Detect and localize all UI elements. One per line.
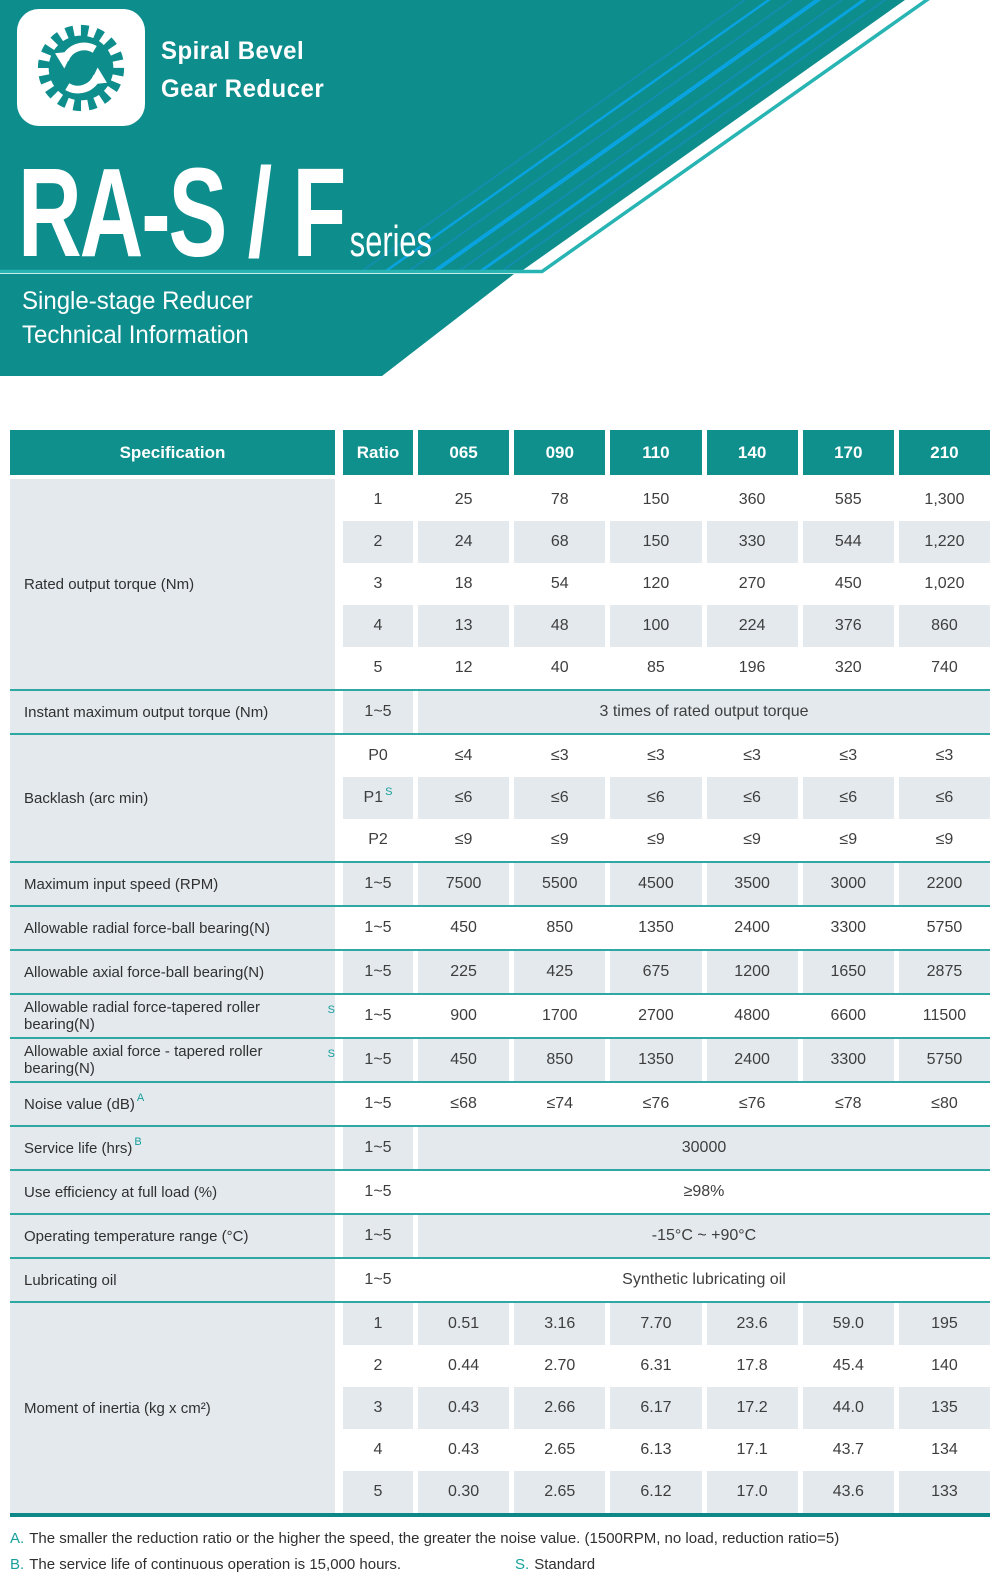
value-cell: ≤9 xyxy=(743,831,761,848)
value-cell: 900 xyxy=(450,1007,477,1024)
ratio-text: 2 xyxy=(373,533,383,550)
column-header-170: 170 xyxy=(803,430,894,475)
value-cell: 360 xyxy=(738,491,766,508)
ratio-cell xyxy=(343,1039,413,1081)
value-cell: 0.51 xyxy=(418,1303,509,1345)
value-cell: 17.8 xyxy=(736,1357,768,1374)
value-cell: 196 xyxy=(738,659,766,676)
ratio-text: 1~5 xyxy=(364,1007,392,1024)
value-cell: 450 xyxy=(834,575,862,592)
value-cell: 0.43 xyxy=(448,1441,480,1458)
value-cell: 2.66 xyxy=(514,1387,605,1429)
table-row xyxy=(335,1471,990,1513)
ratio-cell xyxy=(343,521,413,563)
table-row xyxy=(335,777,990,819)
value-cell: ≤3 xyxy=(550,747,569,764)
value-cell: 43.7 xyxy=(832,1441,864,1458)
value-cell: 2.65 xyxy=(544,1441,576,1458)
value-cell: 1200 xyxy=(707,951,798,993)
value-cell: 3000 xyxy=(803,863,894,905)
spec-group-rows xyxy=(335,1171,990,1213)
value-cell: 5500 xyxy=(514,863,605,905)
value-cell: 68 xyxy=(514,521,605,563)
value-cell: 195 xyxy=(899,1303,990,1345)
value-cell: ≤9 xyxy=(839,831,858,848)
spec-group-rows xyxy=(335,1215,990,1257)
value-cell: ≤80 xyxy=(931,1095,958,1112)
subtitle-line1: Single-stage Reducer xyxy=(22,287,253,315)
spec-label xyxy=(10,1039,335,1081)
ratio-text: 2 xyxy=(373,1357,383,1374)
value-cell: 133 xyxy=(899,1471,990,1513)
ratio-text: 1~5 xyxy=(364,1139,392,1156)
spec-label-text: Allowable axial force - tapered roller bearing(N) xyxy=(24,1043,263,1077)
value-cell: 0.30 xyxy=(418,1471,509,1513)
value-cell: ≤9 xyxy=(550,831,569,848)
spec-label xyxy=(10,1171,335,1213)
ratio-cell xyxy=(343,777,413,819)
table-row xyxy=(335,1083,990,1125)
value-cell: ≤3 xyxy=(647,747,665,764)
ratio-text: 1~5 xyxy=(364,875,392,892)
table-row xyxy=(335,735,990,777)
spec-label-text: Operating temperature range (°C) xyxy=(24,1227,249,1245)
value-cell: 13 xyxy=(418,605,509,647)
ratio-text: 3 xyxy=(373,1399,383,1416)
table-row xyxy=(335,819,990,861)
table-row xyxy=(335,1259,990,1301)
value-cell: 134 xyxy=(931,1441,958,1458)
spec-group-rows xyxy=(335,951,990,993)
spec-group-rows xyxy=(335,863,990,905)
span-value-cell: 30000 xyxy=(418,1127,990,1169)
ratio-cell xyxy=(343,605,413,647)
column-header-065: 065 xyxy=(418,430,509,475)
ratio-text: 1~5 xyxy=(364,1095,392,1112)
table-row xyxy=(335,1215,990,1257)
note-s-prefix: S. xyxy=(515,1556,530,1573)
ratio-text: 5 xyxy=(373,1483,383,1500)
ratio-cell xyxy=(343,563,413,605)
spec-label-text: Allowable radial force-tapered roller bearing(N) xyxy=(24,999,260,1033)
value-cell: ≤9 xyxy=(935,831,954,848)
value-cell: 1350 xyxy=(610,1039,701,1081)
note-b-s xyxy=(10,1556,990,1573)
spec-group xyxy=(10,479,990,689)
subtitle-banner xyxy=(22,284,253,352)
ratio-text: 1 xyxy=(373,1315,383,1332)
spec-group-rows xyxy=(335,907,990,949)
table-row xyxy=(335,995,990,1037)
ratio-cell xyxy=(343,1259,413,1301)
value-cell: 40 xyxy=(550,659,569,676)
ratio-cell xyxy=(343,479,413,521)
value-cell: 5750 xyxy=(926,919,963,936)
table-row xyxy=(335,1303,990,1345)
brand-title-line1: Spiral Bevel xyxy=(161,37,305,65)
spec-group-rows xyxy=(335,479,990,689)
value-cell: 45.4 xyxy=(832,1357,864,1374)
spec-group xyxy=(10,1125,990,1169)
value-cell: 1700 xyxy=(541,1007,578,1024)
note-b xyxy=(10,1556,515,1573)
ratio-cell xyxy=(343,1471,413,1513)
series-name: RA-S / F xyxy=(18,142,345,283)
value-cell: 0.44 xyxy=(448,1357,480,1374)
spec-group-rows xyxy=(335,1083,990,1125)
value-cell: ≤6 xyxy=(803,777,894,819)
ratio-cell xyxy=(343,1387,413,1429)
value-cell: 850 xyxy=(546,919,574,936)
value-cell: 330 xyxy=(707,521,798,563)
table-row xyxy=(335,691,990,733)
value-cell: 23.6 xyxy=(707,1303,798,1345)
ratio-cell xyxy=(343,647,413,689)
value-cell: 5750 xyxy=(899,1039,990,1081)
ratio-cell xyxy=(343,735,413,777)
spec-label-text: Allowable radial force-ball bearing(N) xyxy=(24,919,270,937)
value-cell: 4500 xyxy=(610,863,701,905)
spec-label-text: Instant maximum output torque (Nm) xyxy=(24,703,269,721)
value-cell: 585 xyxy=(834,491,862,508)
brand-title xyxy=(161,32,324,108)
value-cell: 2200 xyxy=(899,863,990,905)
value-cell: 100 xyxy=(610,605,701,647)
spec-label xyxy=(10,691,335,733)
value-cell: 850 xyxy=(514,1039,605,1081)
column-header-140: 140 xyxy=(707,430,798,475)
spec-label xyxy=(10,995,335,1037)
value-cell: 3300 xyxy=(803,1039,894,1081)
ratio-cell xyxy=(343,863,413,905)
value-cell: ≤74 xyxy=(546,1095,574,1112)
table-body xyxy=(10,479,990,1517)
spec-group xyxy=(10,861,990,905)
table-row xyxy=(335,951,990,993)
value-cell: 2.70 xyxy=(544,1357,576,1374)
table-row xyxy=(335,863,990,905)
spec-label xyxy=(10,863,335,905)
note-a-prefix: A. xyxy=(10,1530,25,1547)
value-cell: ≤3 xyxy=(743,747,761,764)
spec-label-text: Backlash (arc min) xyxy=(24,789,149,807)
spec-group xyxy=(10,993,990,1037)
ratio-cell xyxy=(343,1127,413,1169)
table-row xyxy=(335,1345,990,1387)
spec-group xyxy=(10,1257,990,1301)
spec-label-text: Moment of inertia (kg x cm²) xyxy=(24,1399,211,1417)
ratio-cell xyxy=(343,1303,413,1345)
series-suffix: series xyxy=(349,217,432,266)
spec-group xyxy=(10,733,990,861)
spec-label-text: Service life (hrs) xyxy=(24,1139,133,1157)
table-row xyxy=(335,563,990,605)
span-value-cell: ≥98% xyxy=(683,1183,725,1200)
value-cell: 740 xyxy=(931,659,958,676)
value-cell: 140 xyxy=(931,1357,958,1374)
gear-sync-icon xyxy=(32,19,130,117)
spec-label-text: Maximum input speed (RPM) xyxy=(24,875,219,893)
value-cell: 3500 xyxy=(707,863,798,905)
value-cell: 11500 xyxy=(922,1007,967,1024)
span-value-cell: 3 times of rated output torque xyxy=(418,691,990,733)
value-cell: 78 xyxy=(550,491,569,508)
spec-group-rows xyxy=(335,691,990,733)
ratio-superscript: S xyxy=(385,786,393,798)
ratio-cell xyxy=(343,1215,413,1257)
value-cell: 450 xyxy=(418,1039,509,1081)
value-cell: ≤6 xyxy=(707,777,798,819)
ratio-cell xyxy=(343,1345,413,1387)
value-cell: 544 xyxy=(803,521,894,563)
value-cell: 1650 xyxy=(803,951,894,993)
value-cell: ≤6 xyxy=(610,777,701,819)
value-cell: 59.0 xyxy=(803,1303,894,1345)
value-cell: 425 xyxy=(514,951,605,993)
value-cell: 450 xyxy=(450,919,477,936)
spec-label-text: Noise value (dB) xyxy=(24,1095,135,1113)
value-cell: 3.16 xyxy=(514,1303,605,1345)
value-cell: ≤76 xyxy=(642,1095,670,1112)
value-cell: 675 xyxy=(610,951,701,993)
spec-label xyxy=(10,1083,335,1125)
brand-title-line2: Gear Reducer xyxy=(161,75,325,103)
spec-group-rows xyxy=(335,1303,990,1513)
note-a xyxy=(10,1530,990,1547)
spec-label-text: Rated output torque (Nm) xyxy=(24,575,195,593)
ratio-text: 1~5 xyxy=(364,1183,392,1200)
value-cell: ≤9 xyxy=(454,831,473,848)
note-b-prefix: B. xyxy=(10,1556,25,1573)
ratio-text: P1 xyxy=(363,789,384,806)
value-cell: ≤6 xyxy=(418,777,509,819)
footnotes xyxy=(10,1530,990,1573)
value-cell: ≤76 xyxy=(738,1095,766,1112)
value-cell: 6600 xyxy=(830,1007,867,1024)
ratio-cell xyxy=(343,951,413,993)
value-cell: 6.12 xyxy=(610,1471,701,1513)
subtitle-line2: Technical Information xyxy=(22,321,249,349)
product-series-title xyxy=(18,140,432,285)
ratio-text: 1~5 xyxy=(364,1271,392,1288)
ratio-cell xyxy=(343,1429,413,1471)
value-cell: 7.70 xyxy=(610,1303,701,1345)
value-cell: 2400 xyxy=(734,919,770,936)
ratio-text: 3 xyxy=(373,575,383,592)
spec-group xyxy=(10,1213,990,1257)
header-banner xyxy=(0,0,1000,380)
spec-label xyxy=(10,1259,335,1301)
spec-group-rows xyxy=(335,995,990,1037)
value-cell: 150 xyxy=(642,491,670,508)
ratio-text: P2 xyxy=(368,831,388,848)
column-header-090: 090 xyxy=(514,430,605,475)
ratio-cell xyxy=(343,819,413,861)
ratio-text: 4 xyxy=(373,617,383,634)
value-cell: 3300 xyxy=(830,919,867,936)
value-cell: 1,220 xyxy=(899,521,990,563)
value-cell: 17.0 xyxy=(707,1471,798,1513)
ratio-cell xyxy=(343,691,413,733)
value-cell: ≤4 xyxy=(454,747,473,764)
table-row xyxy=(335,1127,990,1169)
ratio-text: P0 xyxy=(368,747,388,764)
table-row xyxy=(335,1429,990,1471)
value-cell: 0.43 xyxy=(418,1387,509,1429)
spec-label xyxy=(10,1127,335,1169)
value-cell: ≤9 xyxy=(647,831,665,848)
value-cell: 120 xyxy=(642,575,670,592)
table-row xyxy=(335,521,990,563)
value-cell: 25 xyxy=(454,491,473,508)
spec-group-rows xyxy=(335,1259,990,1301)
value-cell: 270 xyxy=(738,575,766,592)
ratio-cell xyxy=(343,1171,413,1213)
value-cell: 135 xyxy=(899,1387,990,1429)
brand-logo xyxy=(17,9,145,126)
ratio-text: 4 xyxy=(373,1441,383,1458)
spec-group xyxy=(10,689,990,733)
value-cell: 376 xyxy=(803,605,894,647)
value-cell: ≤3 xyxy=(935,747,954,764)
span-value-cell: -15°C ~ +90°C xyxy=(418,1215,990,1257)
value-cell: 1,020 xyxy=(924,575,965,592)
note-a-text: The smaller the reduction ratio or the higher the speed, the greater the noise value. (1500RPM, no load, reduction ratio=5) xyxy=(29,1530,840,1547)
column-header-210: 210 xyxy=(899,430,990,475)
spec-group xyxy=(10,1037,990,1081)
spec-label xyxy=(10,735,335,861)
value-cell: 150 xyxy=(610,521,701,563)
spec-label-superscript: A xyxy=(136,1092,145,1104)
table-row xyxy=(335,1171,990,1213)
value-cell: 85 xyxy=(647,659,665,676)
spec-label-text: Lubricating oil xyxy=(24,1271,117,1289)
note-b-text: The service life of continuous operation is 15,000 hours. xyxy=(29,1556,402,1573)
table-row xyxy=(335,1039,990,1081)
value-cell: 320 xyxy=(834,659,862,676)
column-header-specification: Specification xyxy=(10,430,335,475)
spec-label xyxy=(10,907,335,949)
table-row xyxy=(335,1387,990,1429)
table-row xyxy=(335,605,990,647)
value-cell: ≤6 xyxy=(899,777,990,819)
value-cell: 2700 xyxy=(638,1007,674,1024)
value-cell: 2.65 xyxy=(514,1471,605,1513)
value-cell: 54 xyxy=(550,575,569,592)
value-cell: 7500 xyxy=(418,863,509,905)
spec-label xyxy=(10,951,335,993)
value-cell: 43.6 xyxy=(803,1471,894,1513)
ratio-cell xyxy=(343,995,413,1037)
ratio-cell xyxy=(343,907,413,949)
value-cell: 6.31 xyxy=(640,1357,672,1374)
value-cell: 2875 xyxy=(899,951,990,993)
value-cell: ≤6 xyxy=(514,777,605,819)
value-cell: 225 xyxy=(418,951,509,993)
table-row xyxy=(335,907,990,949)
ratio-text: 1 xyxy=(373,491,383,508)
value-cell: ≤78 xyxy=(834,1095,862,1112)
value-cell: 860 xyxy=(899,605,990,647)
value-cell: 12 xyxy=(454,659,473,676)
table-row xyxy=(335,479,990,521)
value-cell: 44.0 xyxy=(803,1387,894,1429)
ratio-text: 1~5 xyxy=(364,1227,392,1244)
spec-group xyxy=(10,1081,990,1125)
spec-group xyxy=(10,1301,990,1513)
spec-group xyxy=(10,905,990,949)
table-header-row xyxy=(10,430,990,475)
spec-label-text: Allowable axial force-ball bearing(N) xyxy=(24,963,265,981)
spec-label-superscript: B xyxy=(134,1136,142,1148)
ratio-cell xyxy=(343,1083,413,1125)
value-cell: 17.2 xyxy=(707,1387,798,1429)
value-cell: 6.13 xyxy=(640,1441,672,1458)
spec-label xyxy=(10,1303,335,1513)
value-cell: 48 xyxy=(514,605,605,647)
value-cell: 224 xyxy=(707,605,798,647)
ratio-text: 1~5 xyxy=(364,1051,392,1068)
spec-group-rows xyxy=(335,1039,990,1081)
ratio-text: 1~5 xyxy=(364,919,392,936)
value-cell: 4800 xyxy=(734,1007,770,1024)
spec-label xyxy=(10,1215,335,1257)
note-s-text: Standard xyxy=(534,1556,596,1573)
spec-group xyxy=(10,949,990,993)
ratio-text: 1~5 xyxy=(364,963,392,980)
spec-label-superscript: S xyxy=(327,1048,335,1060)
spec-label-superscript: S xyxy=(327,1004,335,1016)
value-cell: 17.1 xyxy=(736,1441,768,1458)
value-cell: 6.17 xyxy=(610,1387,701,1429)
column-header-110: 110 xyxy=(610,430,701,475)
ratio-text: 1~5 xyxy=(364,703,392,720)
value-cell: 1,300 xyxy=(924,491,965,508)
spec-label xyxy=(10,479,335,689)
spec-table xyxy=(10,430,990,1517)
ratio-text: 5 xyxy=(373,659,383,676)
spec-group xyxy=(10,1169,990,1213)
value-cell: 24 xyxy=(418,521,509,563)
value-cell: 1350 xyxy=(638,919,674,936)
table-row xyxy=(335,647,990,689)
value-cell: 2400 xyxy=(707,1039,798,1081)
value-cell: ≤3 xyxy=(839,747,858,764)
column-header-ratio: Ratio xyxy=(343,430,413,475)
value-cell: ≤68 xyxy=(450,1095,477,1112)
spec-group-rows xyxy=(335,735,990,861)
spec-group-rows xyxy=(335,1127,990,1169)
spec-label-text: Use efficiency at full load (%) xyxy=(24,1183,218,1201)
span-value-cell: Synthetic lubricating oil xyxy=(622,1271,786,1288)
value-cell: 18 xyxy=(454,575,473,592)
